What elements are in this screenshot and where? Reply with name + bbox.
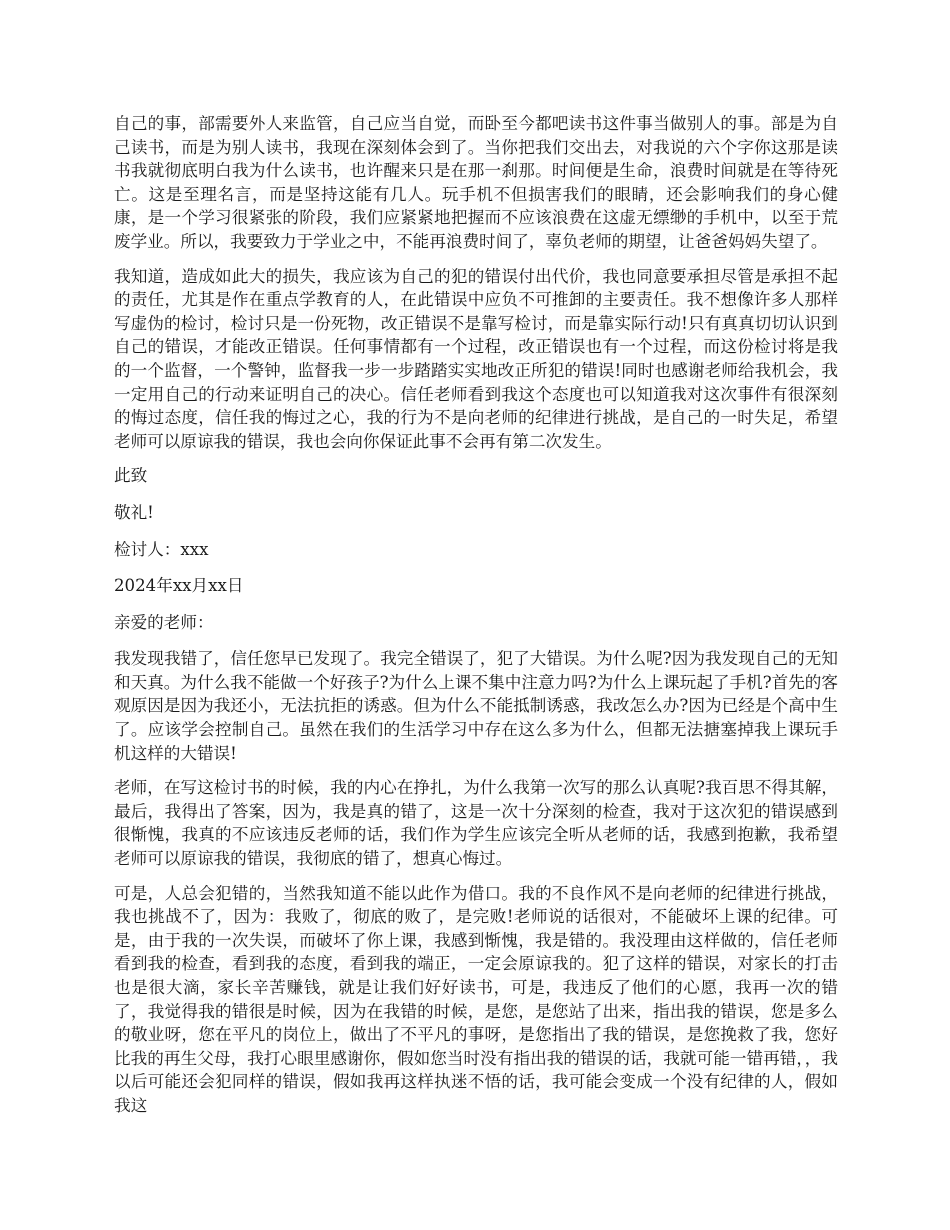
date-line: 2024年xx月xx日: [114, 576, 244, 596]
paragraph-struggle: 老师，在写这检讨书的时候，我的内心在挣扎，为什么我第一次写的那么认真呢?我百思不得其解，最后，我得出了答案，因为，我是真的错了，这是一次十分深刻的检查，我对于这次犯的错误感到很惭愧，我真的不应该违反老师的话，我们作为学生应该完全听从老师的话，我感到抱歉，我希望老师可以原谅我的错误，我彻底的错了，想真心悔过。: [114, 778, 838, 869]
document-body: [114, 112, 838, 1129]
paragraph-responsibility: 我知道，造成如此大的损失，我应该为自己的犯的错误付出代价，我也同意要承担尽管是承担不起的责任，尤其是作在重点学教育的人，在此错误中应负不可推卸的主要责任。我不想像许多人那样写虚伪的检讨，检讨只是一份死物，改正错误不是靠写检讨，而是靠实际行动!只有真真切切认识到自己的错误，才能改正错误。任何事情都有一个过程，改正错误也有一个过程，而这份检讨将是我的一个监督，一个警钟，监督我一步一步踏踏实实地改正所犯的错误!同时也感谢老师给我机会，我一定用自己的行动来证明自己的决心。信任老师看到我这个态度也可以知道我对这次事件有很深刻的悔过态度，信任我的悔过之心，我的行为不是向老师的纪律进行挑战，是自己的一时失足，希望老师可以原谅我的错误，我也会向你保证此事不会再有第二次发生。: [114, 266, 838, 451]
closing-respect: 敬礼!: [114, 502, 154, 522]
paragraph-apology: 可是，人总会犯错的，当然我知道不能以此作为借口。我的不良作风不是向老师的纪律进行挑战，我也挑战不了，因为：我败了，彻底的败了，是完败!老师说的话很对，不能破坏上课的纪律。可是，由于我的一次失误，而破坏了你上课，我感到惭愧，我是错的。我没理由这样做的，信任老师看到我的检查，看到我的态度，看到我的端正，一定会原谅我的。犯了这样的错误，对家长的打击也是很大滴，家长辛苦赚钱，就是让我们好好读书，可是，我违反了他们的心愿，我再一次的错了，我觉得我的错很是时候，因为在我错的时候，是您，是您站了出来，指出我的错误，您是多么的敬业呀，您在平凡的岗位上，做出了不平凡的事呀，是您指出了我的错误，是您挽救了我，您好比我的再生父母，我打心眼里感谢你，假如您当时没有指出我的错误的话，我就可能一错再错，，我以后可能还会犯同样的错误，假如我再这样执迷不悟的话，我可能会变成一个没有纪律的人，假如我这: [114, 883, 838, 1115]
paragraph-admission: 我发现我错了，信任您早已发现了。我完全错误了，犯了大错误。为什么呢?因为我发现自己的无知和天真。为什么我不能做一个好孩子?为什么上课不集中注意力吗?为什么上课玩起了手机?首先的客观原因是因为我还小，无法抗拒的诱惑。但为什么不能抵制诱惑，我改怎么办?因为已经是个高中生了。应该学会控制自己。虽然在我们的生活学习中存在这么多为什么，但都无法搪塞掉我上课玩手机这样的大错误!: [114, 649, 838, 763]
letter-greeting: 亲爱的老师：: [114, 612, 214, 632]
signature-line: 检讨人：xxx: [114, 539, 209, 559]
closing-salutation: 此致: [114, 466, 148, 486]
paragraph-reflection: 自己的事，部需要外人来监管，自己应当自觉，而卧至今都吧读书这件事当做别人的事。部是为自己读书，而是为别人读书，我现在深刻体会到了。当你把我们交出去，对我说的六个字你这那是读书我就彻底明白我为什么读书，也许醒来只是在那一刹那。时间便是生命，浪费时间就是在等待死亡。这是至理名言，而是坚持这能有几人。玩手机不但损害我们的眼睛，还会影响我们的身心健康，是一个学习很紧张的阶段，我们应紧紧地把握而不应该浪费在这虚无缥缈的手机中，以至于荒废学业。所以，我要致力于学业之中，不能再浪费时间了，辜负老师的期望，让爸爸妈妈失望了。: [114, 114, 838, 251]
